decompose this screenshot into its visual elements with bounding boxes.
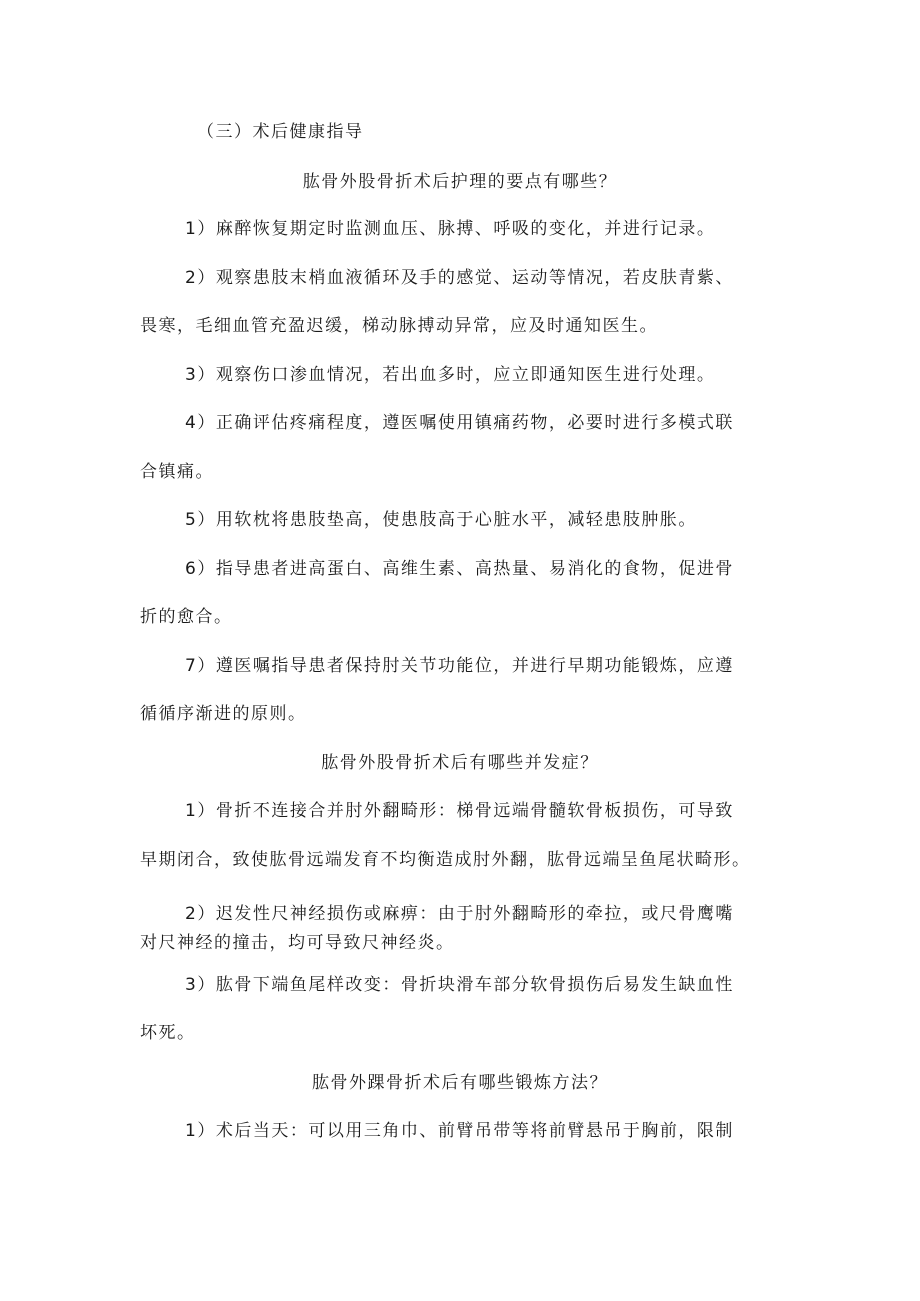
complication-3: 3）肱骨下端鱼尾样改变：骨折块滑车部分软骨损伤后易发生缺血性 <box>185 975 734 995</box>
care-point-6: 6）指导患者进高蛋白、高维生素、高热量、易消化的食物，促进骨 <box>185 559 734 579</box>
care-point-4: 4）正确评估疼痛程度，遵医嘱使用镇痛药物，必要时进行多模式联 <box>185 413 734 433</box>
care-point-7-cont: 循循序渐进的原则。 <box>140 704 307 724</box>
section-heading: （三）术后健康指导 <box>197 122 364 142</box>
care-point-5: 5）用软枕将患肢垫高，使患肢高于心脏水平，减轻患肢肿胀。 <box>185 510 697 530</box>
care-point-3: 3）观察伤口渗血情况，若出血多时，应立即通知医生进行处理。 <box>185 365 716 385</box>
care-point-1: 1）麻醉恢复期定时监测血压、脉搏、呼吸的变化，并进行记录。 <box>185 219 716 239</box>
care-point-6-cont: 折的愈合。 <box>140 607 233 627</box>
care-point-7: 7）遵医嘱指导患者保持肘关节功能位，并进行早期功能锻炼，应遵 <box>185 656 734 676</box>
complication-2-cont: 对尺神经的撞击，均可导致尺神经炎。 <box>140 933 455 953</box>
care-point-4-cont: 合镇痛。 <box>140 462 214 482</box>
care-point-2-cont: 畏寒，毛细血管充盈迟缓，梯动脉搏动异常，应及时通知医生。 <box>140 316 658 336</box>
question-heading-exercise: 肱骨外踝骨折术后有哪些锻炼方法？ <box>312 1073 608 1093</box>
complication-1: 1）骨折不连接合并肘外翻畸形：梯骨远端骨髓软骨板损伤，可导致 <box>185 801 734 821</box>
complication-2: 2）迟发性尺神经损伤或麻痹：由于肘外翻畸形的牵拉，或尺骨鹰嘴 <box>185 904 734 924</box>
complication-3-cont: 坏死。 <box>140 1023 196 1043</box>
question-heading-complications: 肱骨外股骨折术后有哪些并发症？ <box>321 753 599 773</box>
care-point-2: 2）观察患肢末梢血液循环及手的感觉、运动等情况，若皮肤青紫、 <box>185 268 734 288</box>
exercise-1: 1）术后当天：可以用三角巾、前臂吊带等将前臂悬吊于胸前，限制 <box>185 1121 734 1141</box>
question-heading-postop-care: 肱骨外股骨折术后护理的要点有哪些？ <box>302 172 618 192</box>
complication-1-cont: 早期闭合，致使肱骨远端发育不均衡造成肘外翻，肱骨远端呈鱼尾状畸形。 <box>140 850 751 870</box>
